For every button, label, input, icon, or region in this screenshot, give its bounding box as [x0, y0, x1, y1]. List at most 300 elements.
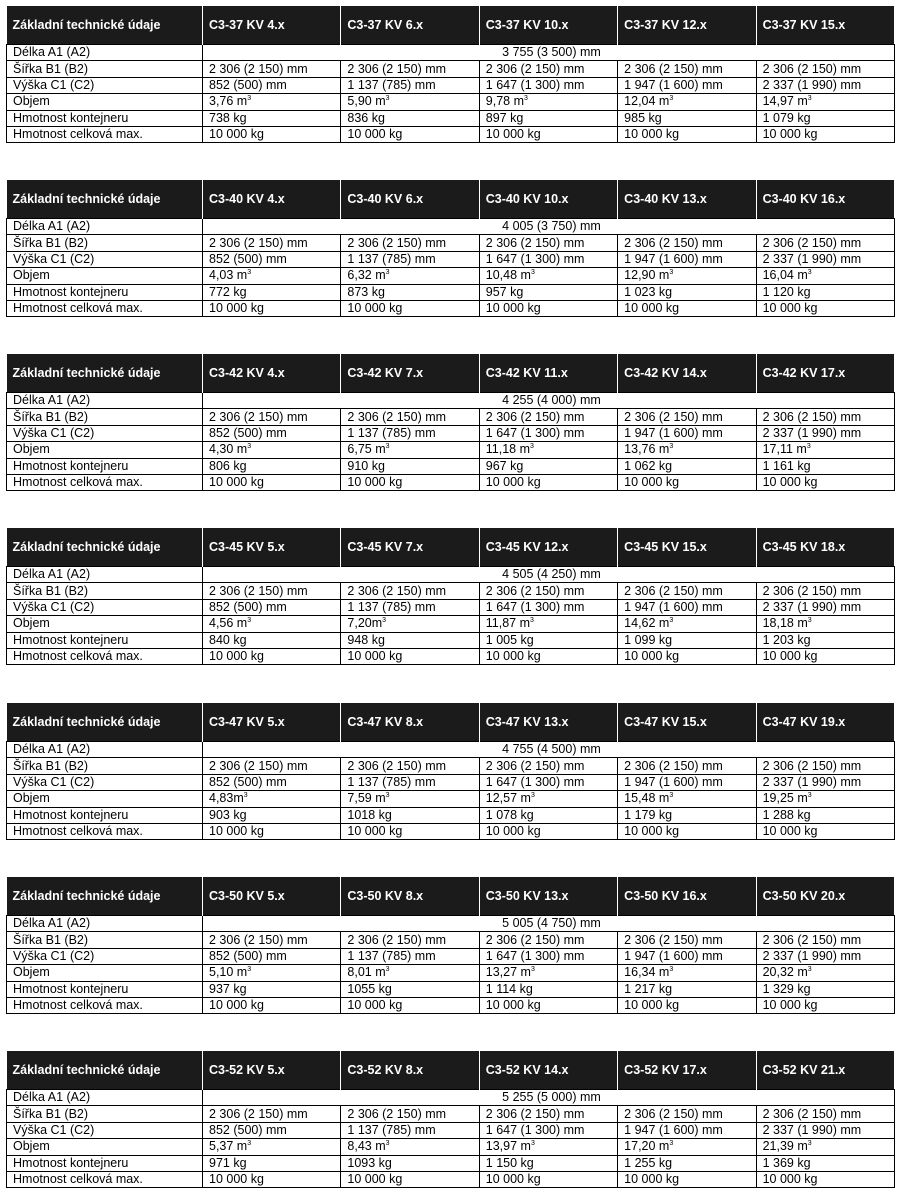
table-cell: 852 (500) mm: [203, 948, 341, 964]
model-name-header: C3-52 KV 14.x: [479, 1051, 617, 1090]
row-label: Hmotnost celková max.: [7, 997, 203, 1013]
table-header-title: Základní technické údaje: [7, 180, 203, 219]
table-cell: 2 306 (2 150) mm: [756, 583, 894, 599]
table-cell: 1 647 (1 300) mm: [479, 251, 617, 267]
model-name-header: C3-50 KV 5.x: [203, 877, 341, 916]
container-weight-row: [7, 110, 895, 126]
table-cell: 852 (500) mm: [203, 77, 341, 93]
cubic-superscript: 3: [807, 95, 812, 103]
volume-value: 5,10 m: [209, 965, 248, 980]
cubic-superscript: 3: [385, 269, 390, 277]
cubic-superscript: 3: [243, 792, 248, 800]
table-cell: 10 000 kg: [341, 474, 479, 490]
row-label: Objem: [7, 94, 203, 110]
height-row: [7, 425, 895, 441]
cubic-superscript: 3: [806, 443, 811, 451]
volume-value: 3,76 m: [209, 94, 248, 109]
table-cell: 1 647 (1 300) mm: [479, 1122, 617, 1138]
table-cell: 2 306 (2 150) mm: [341, 1106, 479, 1122]
container-weight-row: [7, 981, 895, 997]
row-label: Hmotnost celková max.: [7, 126, 203, 142]
max-weight-row: [7, 1171, 895, 1187]
table-cell: 1 647 (1 300) mm: [479, 599, 617, 615]
row-label: Objem: [7, 791, 203, 807]
table-cell: [341, 442, 479, 458]
table-header-row: [7, 877, 895, 916]
height-row: [7, 1122, 895, 1138]
container-weight-row: [7, 284, 895, 300]
table-cell: 1 137 (785) mm: [341, 77, 479, 93]
model-name-header: C3-47 KV 5.x: [203, 703, 341, 742]
table-cell: [341, 616, 479, 632]
table-cell: 10 000 kg: [618, 648, 756, 664]
volume-value: 8,43 m: [347, 1139, 386, 1154]
length-value: 4 505 (4 250) mm: [203, 567, 895, 583]
row-label: Výška C1 (C2): [7, 599, 203, 615]
table-cell: 1 947 (1 600) mm: [618, 425, 756, 441]
volume-value: 12,90 m: [624, 268, 670, 283]
table-cell: 2 337 (1 990) mm: [756, 425, 894, 441]
model-name-header: C3-52 KV 8.x: [341, 1051, 479, 1090]
table-cell: 2 306 (2 150) mm: [756, 61, 894, 77]
table-cell: 852 (500) mm: [203, 1122, 341, 1138]
table-header-title: Základní technické údaje: [7, 354, 203, 393]
cubic-superscript: 3: [669, 443, 674, 451]
table-cell: 1 947 (1 600) mm: [618, 599, 756, 615]
table-cell: 2 306 (2 150) mm: [203, 932, 341, 948]
table-cell: 1 078 kg: [479, 807, 617, 823]
length-row: [7, 45, 895, 61]
table-cell: [203, 94, 341, 110]
volume-row: [7, 616, 895, 632]
height-row: [7, 599, 895, 615]
table-header-row: [7, 1051, 895, 1090]
table-cell: 2 306 (2 150) mm: [618, 758, 756, 774]
model-name-header: C3-50 KV 16.x: [618, 877, 756, 916]
container-weight-row: [7, 807, 895, 823]
table-cell: 1 647 (1 300) mm: [479, 425, 617, 441]
table-cell: 2 337 (1 990) mm: [756, 948, 894, 964]
model-name-header: C3-42 KV 14.x: [618, 354, 756, 393]
table-cell: 852 (500) mm: [203, 425, 341, 441]
table-cell: 948 kg: [341, 632, 479, 648]
table-cell: 1 179 kg: [618, 807, 756, 823]
table-cell: 10 000 kg: [341, 648, 479, 664]
table-cell: 1 647 (1 300) mm: [479, 774, 617, 790]
table-header-row: [7, 354, 895, 393]
cubic-superscript: 3: [669, 269, 674, 277]
model-name-header: C3-52 KV 5.x: [203, 1051, 341, 1090]
table-header-title: Základní technické údaje: [7, 703, 203, 742]
table-cell: 10 000 kg: [479, 648, 617, 664]
cubic-superscript: 3: [247, 966, 252, 974]
table-cell: 1 023 kg: [618, 284, 756, 300]
cubic-superscript: 3: [807, 1140, 812, 1148]
table-cell: 1055 kg: [341, 981, 479, 997]
table-cell: 937 kg: [203, 981, 341, 997]
model-name-header: C3-40 KV 13.x: [618, 180, 756, 219]
table-cell: 2 337 (1 990) mm: [756, 774, 894, 790]
cubic-superscript: 3: [385, 95, 390, 103]
table-cell: 2 306 (2 150) mm: [203, 61, 341, 77]
table-cell: 910 kg: [341, 458, 479, 474]
length-value: 5 005 (4 750) mm: [203, 916, 895, 932]
table-cell: 2 337 (1 990) mm: [756, 77, 894, 93]
table-cell: 10 000 kg: [618, 474, 756, 490]
table-cell: 10 000 kg: [479, 997, 617, 1013]
cubic-superscript: 3: [669, 792, 674, 800]
volume-row: [7, 94, 895, 110]
volume-value: 20,32 m: [762, 965, 808, 980]
table-cell: 10 000 kg: [618, 997, 756, 1013]
model-name-header: C3-40 KV 4.x: [203, 180, 341, 219]
table-cell: 10 000 kg: [756, 648, 894, 664]
row-label: Šířka B1 (B2): [7, 61, 203, 77]
row-label: Délka A1 (A2): [7, 219, 203, 235]
row-label: Hmotnost celková max.: [7, 648, 203, 664]
table-cell: 10 000 kg: [341, 823, 479, 839]
model-name-header: C3-40 KV 10.x: [479, 180, 617, 219]
row-label: Hmotnost kontejneru: [7, 458, 203, 474]
table-cell: 1 947 (1 600) mm: [618, 1122, 756, 1138]
table-cell: 2 306 (2 150) mm: [756, 409, 894, 425]
table-cell: 2 306 (2 150) mm: [341, 932, 479, 948]
table-cell: 1 288 kg: [756, 807, 894, 823]
row-label: Objem: [7, 268, 203, 284]
table-cell: 2 306 (2 150) mm: [618, 61, 756, 77]
table-cell: 2 337 (1 990) mm: [756, 251, 894, 267]
table-cell: 10 000 kg: [203, 1171, 341, 1187]
table-cell: 2 306 (2 150) mm: [756, 1106, 894, 1122]
model-name-header: C3-50 KV 13.x: [479, 877, 617, 916]
table-cell: 10 000 kg: [756, 126, 894, 142]
table-cell: 1 947 (1 600) mm: [618, 77, 756, 93]
table-cell: 873 kg: [341, 284, 479, 300]
table-cell: [203, 442, 341, 458]
volume-row: [7, 1139, 895, 1155]
volume-value: 13,27 m: [485, 965, 531, 980]
table-cell: 2 306 (2 150) mm: [203, 583, 341, 599]
table-cell: 738 kg: [203, 110, 341, 126]
table-cell: [756, 616, 894, 632]
model-name-header: C3-45 KV 15.x: [618, 528, 756, 567]
table-cell: 836 kg: [341, 110, 479, 126]
table-cell: 1 114 kg: [479, 981, 617, 997]
volume-value: 17,11 m: [762, 442, 807, 457]
table-cell: 1 947 (1 600) mm: [618, 948, 756, 964]
table-cell: [341, 268, 479, 284]
volume-value: 4,83m: [209, 791, 244, 806]
table-cell: 10 000 kg: [756, 997, 894, 1013]
volume-value: 12,04 m: [624, 94, 670, 109]
table-header-row: [7, 703, 895, 742]
table-cell: [479, 268, 617, 284]
cubic-superscript: 3: [807, 617, 812, 625]
model-name-header: C3-37 KV 10.x: [479, 6, 617, 45]
width-row: [7, 1106, 895, 1122]
table-cell: 1 137 (785) mm: [341, 948, 479, 964]
volume-value: 4,30 m: [209, 442, 248, 457]
table-cell: 10 000 kg: [756, 1171, 894, 1187]
table-cell: [341, 791, 479, 807]
table-cell: 2 306 (2 150) mm: [618, 583, 756, 599]
model-name-header: C3-47 KV 8.x: [341, 703, 479, 742]
row-label: Šířka B1 (B2): [7, 932, 203, 948]
table-cell: [618, 965, 756, 981]
max-weight-row: [7, 474, 895, 490]
table-cell: 2 306 (2 150) mm: [618, 1106, 756, 1122]
cubic-superscript: 3: [382, 617, 387, 625]
volume-value: 4,56 m: [209, 616, 248, 631]
row-label: Objem: [7, 442, 203, 458]
width-row: [7, 932, 895, 948]
height-row: [7, 251, 895, 267]
model-name-header: C3-45 KV 18.x: [756, 528, 894, 567]
volume-value: 5,37 m: [209, 1139, 248, 1154]
table-cell: 10 000 kg: [756, 823, 894, 839]
table-cell: 1 150 kg: [479, 1155, 617, 1171]
cubic-superscript: 3: [669, 966, 674, 974]
volume-value: 7,59 m: [347, 791, 386, 806]
table-cell: 10 000 kg: [203, 300, 341, 316]
table-cell: [618, 1139, 756, 1155]
row-label: Výška C1 (C2): [7, 251, 203, 267]
row-label: Hmotnost kontejneru: [7, 632, 203, 648]
cubic-superscript: 3: [385, 792, 390, 800]
cubic-superscript: 3: [247, 269, 252, 277]
length-value: 5 255 (5 000) mm: [203, 1090, 895, 1106]
table-cell: 2 306 (2 150) mm: [618, 932, 756, 948]
table-cell: 1 137 (785) mm: [341, 774, 479, 790]
volume-value: 8,01 m: [347, 965, 386, 980]
height-row: [7, 948, 895, 964]
table-cell: 967 kg: [479, 458, 617, 474]
model-name-header: C3-37 KV 12.x: [618, 6, 756, 45]
table-header-title: Základní technické údaje: [7, 528, 203, 567]
table-cell: 2 306 (2 150) mm: [341, 758, 479, 774]
table-cell: 10 000 kg: [203, 997, 341, 1013]
volume-row: [7, 442, 895, 458]
table-cell: 806 kg: [203, 458, 341, 474]
table-cell: 10 000 kg: [341, 1171, 479, 1187]
width-row: [7, 409, 895, 425]
length-row: [7, 393, 895, 409]
table-cell: 2 337 (1 990) mm: [756, 1122, 894, 1138]
width-row: [7, 61, 895, 77]
table-cell: [756, 442, 894, 458]
table-cell: 2 306 (2 150) mm: [203, 758, 341, 774]
table-cell: 2 306 (2 150) mm: [756, 235, 894, 251]
cubic-superscript: 3: [385, 443, 390, 451]
table-cell: 1 203 kg: [756, 632, 894, 648]
model-name-header: C3-52 KV 21.x: [756, 1051, 894, 1090]
length-value: 3 755 (3 500) mm: [203, 45, 895, 61]
cubic-superscript: 3: [530, 792, 535, 800]
table-cell: 1 947 (1 600) mm: [618, 774, 756, 790]
table-header-row: [7, 180, 895, 219]
max-weight-row: [7, 300, 895, 316]
table-cell: [479, 1139, 617, 1155]
spec-table: [6, 703, 895, 840]
table-cell: 10 000 kg: [341, 300, 479, 316]
row-label: Objem: [7, 1139, 203, 1155]
table-cell: 903 kg: [203, 807, 341, 823]
table-cell: 1 255 kg: [618, 1155, 756, 1171]
table-cell: 985 kg: [618, 110, 756, 126]
table-cell: 2 306 (2 150) mm: [479, 583, 617, 599]
table-cell: [756, 965, 894, 981]
cubic-superscript: 3: [524, 95, 528, 103]
row-label: Hmotnost kontejneru: [7, 1155, 203, 1171]
model-name-header: C3-52 KV 17.x: [618, 1051, 756, 1090]
model-name-header: C3-47 KV 19.x: [756, 703, 894, 742]
height-row: [7, 774, 895, 790]
table-cell: 1 161 kg: [756, 458, 894, 474]
row-label: Hmotnost celková max.: [7, 1171, 203, 1187]
table-header-title: Základní technické údaje: [7, 6, 203, 45]
table-cell: 2 306 (2 150) mm: [618, 235, 756, 251]
cubic-superscript: 3: [247, 617, 252, 625]
container-weight-row: [7, 458, 895, 474]
model-name-header: C3-37 KV 6.x: [341, 6, 479, 45]
model-name-header: C3-37 KV 4.x: [203, 6, 341, 45]
container-weight-row: [7, 632, 895, 648]
length-row: [7, 567, 895, 583]
table-cell: 10 000 kg: [479, 1171, 617, 1187]
table-cell: 2 306 (2 150) mm: [479, 409, 617, 425]
table-cell: 1 647 (1 300) mm: [479, 77, 617, 93]
table-cell: 10 000 kg: [618, 823, 756, 839]
volume-value: 18,18 m: [762, 616, 808, 631]
table-cell: 10 000 kg: [341, 126, 479, 142]
length-row: [7, 742, 895, 758]
volume-value: 10,48 m: [485, 268, 531, 283]
spec-table: [6, 354, 895, 491]
table-cell: 1018 kg: [341, 807, 479, 823]
table-cell: 1 329 kg: [756, 981, 894, 997]
row-label: Délka A1 (A2): [7, 45, 203, 61]
table-cell: 1 099 kg: [618, 632, 756, 648]
cubic-superscript: 3: [530, 617, 534, 625]
cubic-superscript: 3: [669, 95, 674, 103]
volume-value: 5,90 m: [347, 94, 386, 109]
table-cell: 10 000 kg: [203, 823, 341, 839]
row-label: Výška C1 (C2): [7, 425, 203, 441]
table-cell: 2 337 (1 990) mm: [756, 599, 894, 615]
table-cell: 2 306 (2 150) mm: [203, 409, 341, 425]
model-name-header: C3-50 KV 20.x: [756, 877, 894, 916]
table-cell: 1093 kg: [341, 1155, 479, 1171]
row-label: Hmotnost celková max.: [7, 474, 203, 490]
row-label: Délka A1 (A2): [7, 393, 203, 409]
max-weight-row: [7, 648, 895, 664]
table-cell: 1 079 kg: [756, 110, 894, 126]
volume-value: 21,39 m: [762, 1139, 808, 1154]
table-cell: 10 000 kg: [203, 126, 341, 142]
table-cell: 10 000 kg: [618, 300, 756, 316]
row-label: Hmotnost celková max.: [7, 300, 203, 316]
model-name-header: C3-42 KV 7.x: [341, 354, 479, 393]
table-cell: 10 000 kg: [479, 126, 617, 142]
model-name-header: C3-40 KV 6.x: [341, 180, 479, 219]
model-name-header: C3-42 KV 4.x: [203, 354, 341, 393]
height-row: [7, 77, 895, 93]
cubic-superscript: 3: [807, 792, 812, 800]
length-row: [7, 1090, 895, 1106]
table-cell: 852 (500) mm: [203, 251, 341, 267]
spec-table: [6, 6, 895, 143]
volume-value: 7,20m: [347, 616, 383, 631]
table-cell: [756, 1139, 894, 1155]
spec-table: [6, 528, 895, 665]
table-cell: 2 306 (2 150) mm: [203, 1106, 341, 1122]
cubic-superscript: 3: [530, 269, 535, 277]
table-cell: 10 000 kg: [756, 300, 894, 316]
volume-value: 14,97 m: [762, 94, 808, 109]
table-cell: 852 (500) mm: [203, 599, 341, 615]
volume-value: 15,48 m: [624, 791, 670, 806]
cubic-superscript: 3: [247, 95, 252, 103]
model-name-header: C3-47 KV 13.x: [479, 703, 617, 742]
table-cell: 2 306 (2 150) mm: [203, 235, 341, 251]
table-cell: [756, 94, 894, 110]
table-cell: [479, 616, 617, 632]
cubic-superscript: 3: [807, 269, 812, 277]
table-cell: 10 000 kg: [479, 300, 617, 316]
table-cell: 897 kg: [479, 110, 617, 126]
table-cell: 957 kg: [479, 284, 617, 300]
row-label: Hmotnost kontejneru: [7, 807, 203, 823]
table-cell: 10 000 kg: [479, 823, 617, 839]
table-cell: 2 306 (2 150) mm: [479, 1106, 617, 1122]
length-row: [7, 219, 895, 235]
cubic-superscript: 3: [385, 1140, 390, 1148]
spec-table: [6, 180, 895, 317]
volume-value: 14,62 m: [624, 616, 670, 631]
table-cell: 10 000 kg: [479, 474, 617, 490]
row-label: Hmotnost kontejneru: [7, 110, 203, 126]
table-cell: 2 306 (2 150) mm: [756, 758, 894, 774]
table-cell: [203, 616, 341, 632]
table-cell: 2 306 (2 150) mm: [756, 932, 894, 948]
table-cell: [756, 268, 894, 284]
table-cell: 2 306 (2 150) mm: [479, 61, 617, 77]
volume-value: 4,03 m: [209, 268, 248, 283]
volume-value: 13,76 m: [624, 442, 670, 457]
table-cell: 10 000 kg: [756, 474, 894, 490]
model-name-header: C3-45 KV 12.x: [479, 528, 617, 567]
table-cell: 1 062 kg: [618, 458, 756, 474]
table-cell: [203, 791, 341, 807]
table-cell: [479, 442, 617, 458]
model-name-header: C3-37 KV 15.x: [756, 6, 894, 45]
volume-row: [7, 268, 895, 284]
cubic-superscript: 3: [530, 1140, 535, 1148]
table-cell: [479, 791, 617, 807]
table-cell: [203, 1139, 341, 1155]
table-cell: [618, 791, 756, 807]
model-name-header: C3-42 KV 17.x: [756, 354, 894, 393]
row-label: Hmotnost kontejneru: [7, 284, 203, 300]
model-name-header: C3-50 KV 8.x: [341, 877, 479, 916]
table-cell: 852 (500) mm: [203, 774, 341, 790]
row-label: Délka A1 (A2): [7, 567, 203, 583]
volume-value: 9,78 m: [485, 94, 524, 109]
row-label: Šířka B1 (B2): [7, 235, 203, 251]
table-cell: [479, 94, 617, 110]
table-cell: [203, 268, 341, 284]
table-cell: [618, 442, 756, 458]
